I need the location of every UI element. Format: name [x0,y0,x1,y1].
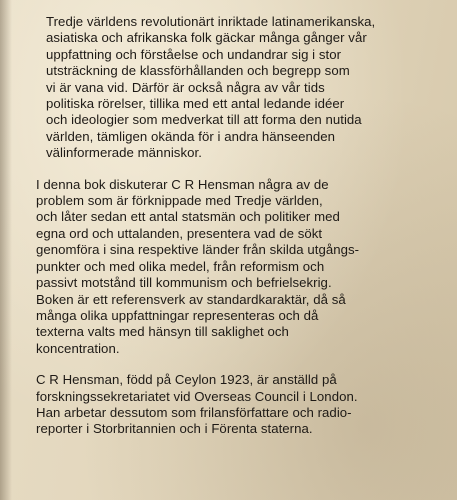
paragraph-author-bio [36,372,446,438]
text-line: Boken är ett referensverk av standardkaraktär, då så [36,291,346,307]
text-line: världen, tämligen okända för i andra hänseenden [46,128,336,144]
text-line: och ideologier som medverkat till att forma den nutida [46,112,362,128]
text-line: egna ord och uttalanden, presentera vad de sökt [36,225,323,241]
text-line: forskningssekretariatet vid Overseas Council i London. [36,388,358,404]
text-line: problem som är förknippade med Tredje världen, [36,193,323,209]
text-line: uppfattning och förståelse och undandrar sig i stor [46,46,342,62]
page-edge-shadow [0,0,12,500]
text-line: politiska rörelser, tillika med ett antal ledande idéer [46,96,345,112]
text-line: utsträckning de klassförhållanden och begrepp som [46,63,350,79]
paragraph-intro [36,14,446,162]
text-line: välinformerade människor. [46,145,202,161]
text-line: Han arbetar dessutom som frilansförfattare och radio- [36,404,352,420]
text-line: genomföra i sina respektive länder från skilda utgångs- [36,242,360,258]
text-line: och låter sedan ett antal statsmän och politiker med [36,209,340,225]
blurb-text [36,14,446,453]
text-line: I denna bok diskuterar C R Hensman några av de [36,176,329,192]
text-line: punkter och med olika medel, från reformism och [36,258,325,274]
text-line: asiatiska och afrikanska folk gäckar många gånger vår [46,30,367,46]
paragraph-book-description [36,177,446,357]
text-line: koncentration. [36,340,120,356]
text-line: reporter i Storbritannien och i Förenta staterna. [36,421,313,437]
text-line: många olika uppfattningar representeras och då [36,307,319,323]
text-line: vi är vana vid. Därför är också några av vår tids [46,79,325,95]
text-line: passivt motstånd till kommunism och befrielsekrig. [36,275,332,291]
text-line: C R Hensman, född på Ceylon 1923, är anställd på [36,372,337,388]
text-line: Tredje världens revolutionärt inriktade latinamerikanska, [46,14,376,29]
text-line: texterna valts med hänsyn till saklighet och [36,324,289,340]
